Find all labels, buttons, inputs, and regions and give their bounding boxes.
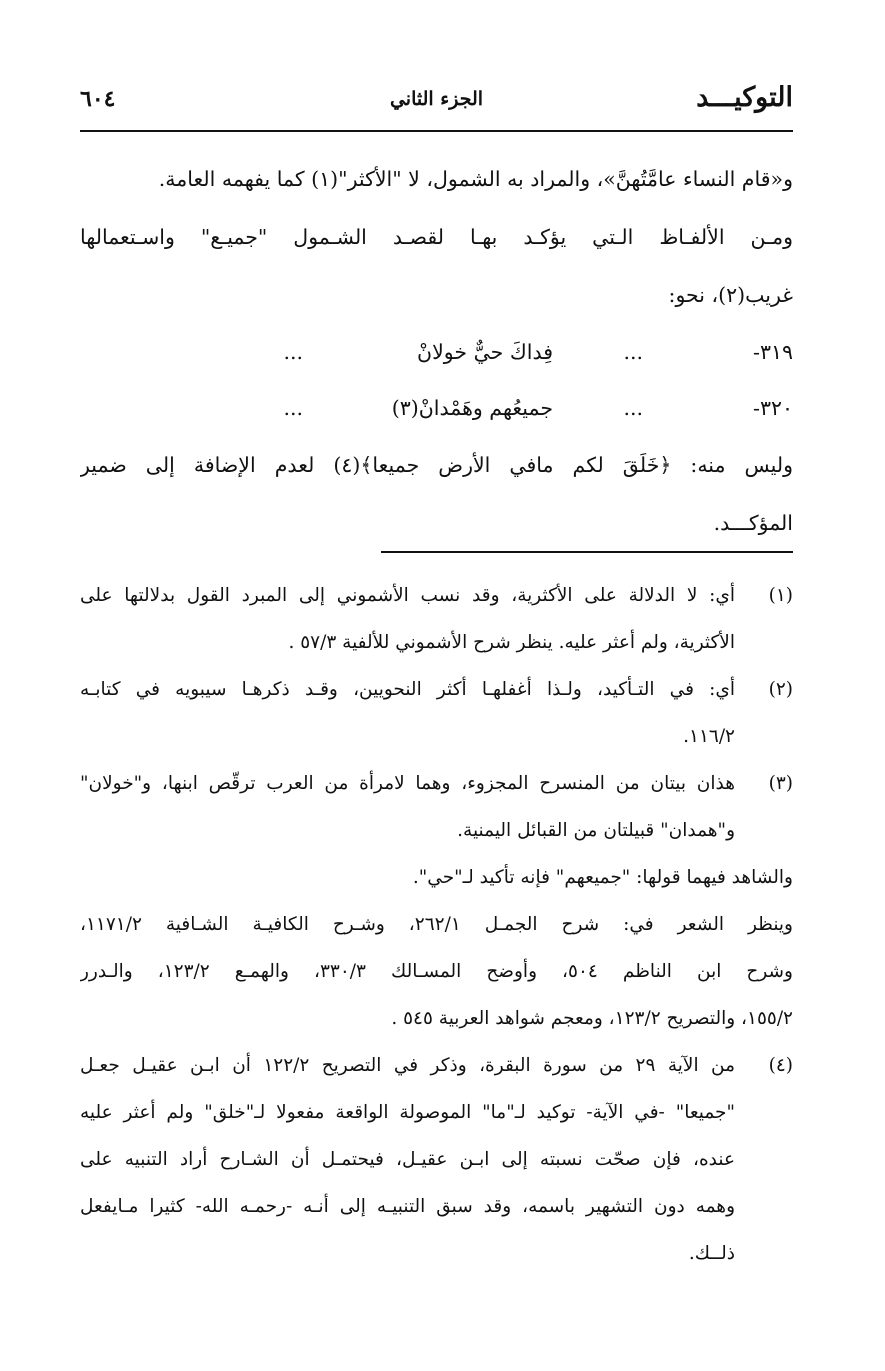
footnote-3-cont: [80, 854, 793, 901]
footnote-line: وهمه دون التشهير باسمه، وقد سبق التنبيـه إلى أنـه -رحمـه الله- كثيرا مـايفعل: [80, 1196, 735, 1217]
footnote-3-cont: [80, 807, 793, 854]
footnote-line: و"همدان" قبيلتان من القبائل اليمنية.: [457, 820, 735, 841]
footnote-3-cont: [80, 995, 793, 1042]
body-line: ومـن الألفـاظ الـتي يؤكـد بهـا لقصـد الشـمول "جميـع" واسـتعمالها: [80, 225, 793, 249]
verse-ellipsis: ...: [283, 396, 303, 420]
footnote-line: ١٥٥/٢، والتصريح ١٢٣/٢، ومعجم شواهد العربية ٥٤٥ .: [391, 1008, 793, 1029]
footnote-1-cont: [80, 619, 793, 666]
footnote-line: من الآية ٢٩ من سورة البقرة، وذكر في التصريح ١٢٢/٢ أن ابـن عقيـل جعـل: [80, 1055, 735, 1076]
verse-320: [80, 380, 793, 436]
footnote-line: وشرح ابن الناظم ٥٠٤، وأوضح المسـالك ٣٣٠/٣، والهمـع ١٢٣/٢، والـدرر: [80, 961, 793, 982]
footnote-4-cont: [80, 1136, 793, 1183]
verse-ellipsis: ...: [283, 340, 303, 364]
footnote-line: وينظر الشعر في: شرح الجمـل ٢٦٢/١، وشـرح الكافيـة الشـافية ١١٧١/٢،: [80, 914, 793, 935]
verse-319: [80, 324, 793, 380]
footnote-4-cont: [80, 1089, 793, 1136]
footnote-line: والشاهد فيهما قولها: "جميعهم" فإنه تأكيد لـ"حي".: [412, 867, 793, 888]
footnote-2-cont: [80, 713, 793, 760]
footnote-number: (١): [768, 585, 793, 606]
footnote-number: (٢): [768, 679, 793, 700]
footnotes: [80, 572, 793, 1277]
footnote-line: أي: لا الدلالة على الأكثرية، وقد نسب الأشموني إلى المبرد القول بدلالتها على: [80, 585, 735, 606]
body-line: و«قام النساء عامَّتُهنَّ»، والمراد به الشمول، لا "الأكثر"(١) كما يفهمه العامة.: [158, 167, 793, 191]
footnote-3: [80, 760, 793, 807]
footnote-4: [80, 1042, 793, 1089]
verse-ellipsis: ...: [623, 396, 643, 420]
chapter-title: التوكيـــد: [696, 82, 793, 113]
verse-ellipsis: ...: [623, 340, 643, 364]
body-line: المؤكـــد.: [713, 511, 793, 535]
footnote-1: [80, 572, 793, 619]
main-text: [80, 150, 793, 552]
footnote-line: ذلــك.: [688, 1243, 735, 1264]
footnote-4-cont: [80, 1183, 793, 1230]
body-line: غريب(٢)، نحو:: [668, 283, 793, 307]
footnote-3-cont: [80, 948, 793, 995]
footnote-divider: [381, 551, 793, 553]
page-header: [80, 78, 793, 122]
verse-text: جميعُهم وهَمْدانْ(٣): [391, 396, 553, 420]
footnote-number: (٤): [768, 1055, 793, 1076]
footnote-2: [80, 666, 793, 713]
footnote-4-cont: [80, 1230, 793, 1277]
footnote-line: ١١٦/٢.: [683, 726, 735, 747]
footnote-line: "جميعا" -في الآية- توكيد لـ"ما" الموصولة الواقعة مفعولا لـ"خلق" ولم أعثر عليه: [80, 1102, 735, 1123]
footnote-line: هذان بيتان من المنسرح المجزوء، وهما لامرأة من العرب ترقّص ابنها، و"خولان": [80, 773, 735, 794]
footnote-3-cont: [80, 901, 793, 948]
page-number: ٦٠٤: [80, 86, 116, 112]
body-line: وليس منه: ﴿خَلَقَ لكم مافي الأرض جميعا﴾(٤) لعدم الإضافة إلى ضمير: [80, 453, 793, 477]
footnote-number: (٣): [768, 773, 793, 794]
verse-text: فِداكَ حيٌّ خولانْ: [417, 340, 553, 364]
footnote-line: عنده، فإن صحّت نسبته إلى ابـن عقيـل، فيحتمـل أن الشـارح أراد التنبيه على: [80, 1149, 735, 1170]
verse-number: ٣٢٠-: [753, 396, 793, 420]
header-divider: [80, 130, 793, 132]
footnote-line: الأكثرية، ولم أعثر عليه. ينظر شرح الأشموني للألفية ٥٧/٣ .: [288, 632, 735, 653]
volume-title: الجزء الثاني: [389, 88, 484, 110]
verse-number: ٣١٩-: [753, 340, 793, 364]
footnote-line: أي: في التـأكيد، ولـذا أغفلهـا أكثر النحويين، وقـد ذكرهـا سيبويه في كتابـه: [80, 679, 735, 700]
